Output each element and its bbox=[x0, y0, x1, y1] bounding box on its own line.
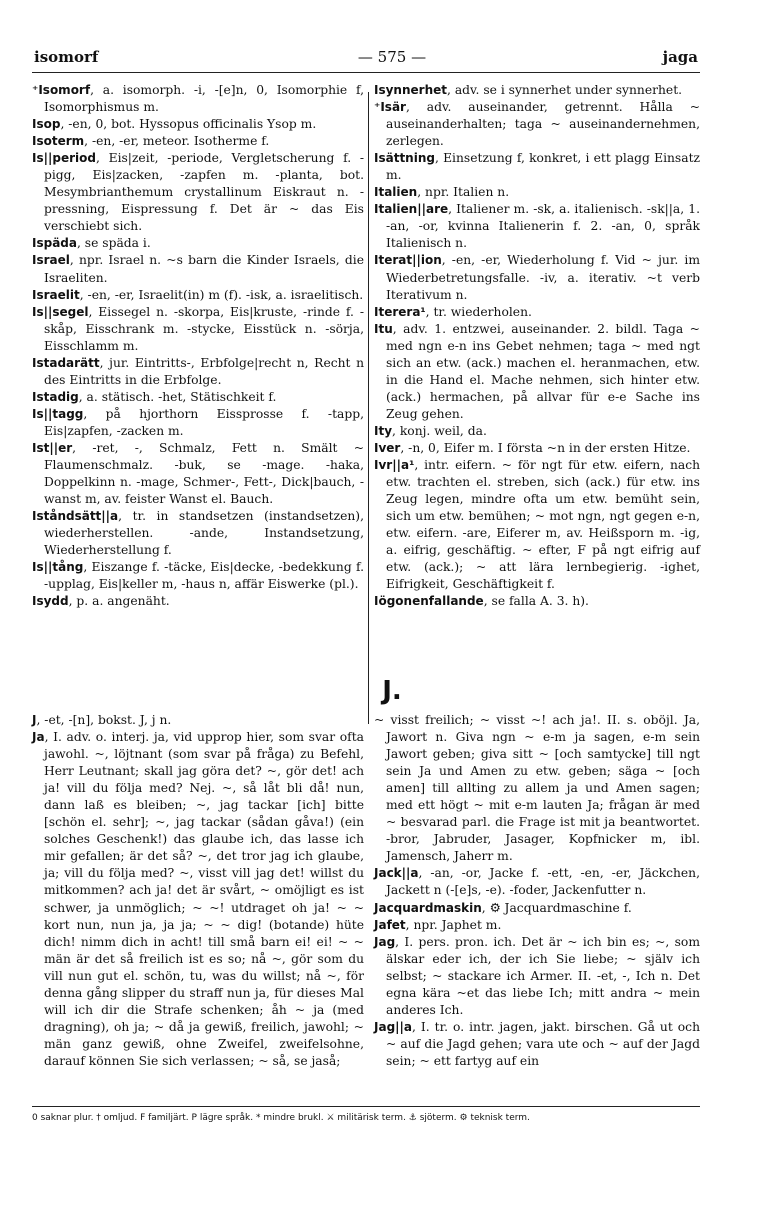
dictionary-entry: Is||tagg, på hjorthorn Eissprosse f. -tapp, Eis|zapfen, -zacken m. bbox=[32, 406, 364, 438]
dictionary-entry: Ist||er, -ret, -, Schmalz, Fett n. Smält ~ Flaumenschmalz. -buk, se -mage. -haka, Doppelkinn n. -mage, Schmer-, Fett-, Dick|bauch, -wanst m, av. feister Wanst el. Bauch. bbox=[32, 440, 364, 507]
dictionary-entry: ~ visst freilich; ~ visst ~! ach ja!. II. s. oböjl. Ja, Jawort n. Giva ngn ~ e-m ja sagen, e-m sein Jawort geben; giva sitt ~ [och samtycke] till ngt sein Ja und Amen zu etw. geben; säga ~ [och amen] till allting zu allem ja und Amen sagen; med ett högt ~ mit e-m lauten Ja; frågan är med ~ besvarad parl. die Frage ist mit ja beantwortet. -bror, Jabruder, Jasager, Kopfnicker m, ibl. Jamensch, Jaherr m. bbox=[374, 713, 700, 864]
dictionary-entry: Israel, npr. Israel n. ~s barn die Kinder Israels, die Israeliten. bbox=[32, 253, 364, 285]
headword: Isättning bbox=[374, 151, 435, 166]
dictionary-entry: Italien||are, Italiener m. -sk, a. italienisch. -sk||a, 1. -an, -or, kvinna Italienerin f. 2. -an, 0, språk Italienisch n. bbox=[374, 202, 700, 251]
section-letter: J. bbox=[382, 676, 402, 706]
headword: Iståndsätt||a bbox=[32, 509, 119, 524]
dictionary-entry: Jag, I. pers. pron. ich. Det är ~ ich bin es; ~, som älskar eder ich, der ich Sie liebe; ~ själv ich selbst; ~ stackare ich Armer. II. -et, -, Ich n. Det egna kära ~et das liebe Ich; mitt andra ~ mein anderes Ich. bbox=[374, 934, 700, 1017]
abbreviation-legend: 0 saknar plur. † omljud. F familjärt. P lägre språk. * mindre brukl. ⚔ militärisk term. ⚓ sjöterm. ⚙ teknisk term. bbox=[32, 1113, 530, 1123]
header-rule bbox=[32, 72, 700, 73]
dictionary-entry: Iver, -n, 0, Eifer m. I första ~n in der ersten Hitze. bbox=[374, 440, 691, 455]
dictionary-entry: ⁺Isär, adv. auseinander, getrennt. Hålla ~ auseinanderhalten; taga ~ auseinandernehmen, zerlegen. bbox=[374, 100, 700, 149]
headword: Is||tång bbox=[32, 560, 84, 575]
headword: Ja bbox=[32, 730, 45, 745]
dictionary-entry: Jack||a, -an, -or, Jacke f. -ett, -en, -er, Jäckchen, Jackett n (-[e]s, -e). -foder, Jackenfutter n. bbox=[374, 866, 700, 898]
dictionary-entry: Is||period, Eis|zeit, -periode, Vergletscherung f. -pigg, Eis|zacken, -zapfen m. -planta, bot. Mesymbrianthemum crystallinum Eiskraut n. -pressning, Eispressung f. Det är ~ das Eis verschiebt sich. bbox=[32, 151, 364, 234]
dictionary-entry: Iterera¹, tr. wiederholen. bbox=[374, 304, 532, 319]
dictionary-entry: Is||tång, Eiszange f. -täcke, Eis|decke, -bedekkung f. -upplag, Eis|keller m, -haus n, affär Eiswerke (pl.). bbox=[32, 560, 364, 592]
page-number: — 575 — bbox=[357, 48, 427, 66]
headword: Jag||a bbox=[374, 1019, 413, 1034]
dictionary-entry: Iögonenfallande, se falla A. 3. h). bbox=[374, 594, 589, 609]
dictionary-entry: Itu, adv. 1. entzwei, auseinander. 2. bildl. Taga ~ med ngn e-n ins Gebet nehmen; taga ~ med ngt sich an etw. (ack.) machen el. heranmachen, etw. in die Hand el. Mache nehmen, sich hinter etw. (ack.) hermachen, på allvar für e-e Sache ins Zeug gehen. bbox=[374, 321, 700, 421]
dictionary-entry: Isynnerhet, adv. se i synnerhet under synnerhet. bbox=[374, 83, 683, 97]
headword: Ispäda bbox=[32, 236, 77, 251]
headword: Iterat||ion bbox=[374, 253, 442, 268]
headword: Istadig bbox=[32, 389, 79, 404]
left-column-bottom bbox=[32, 712, 364, 1070]
headword: Jafet bbox=[374, 917, 406, 932]
headword: ⁺Isär bbox=[374, 100, 406, 115]
headword: Italien bbox=[374, 185, 418, 200]
headword: Israel bbox=[32, 253, 70, 268]
dictionary-entry: Isop, -en, 0, bot. Hyssopus officinalis Ysop m. bbox=[32, 117, 317, 132]
dictionary-entry: Iståndsätt||a, tr. in standsetzen (instandsetzen), wiederherstellen. -ande, Instandsetzung, Wiederherstellung f. bbox=[32, 509, 364, 558]
dictionary-entry: Jag||a, I. tr. o. intr. jagen, jakt. birschen. Gå ut och ~ auf die Jagd gehen; vara ute och ~ auf der Jagd sein; ~ ett fartyg auf ein bbox=[374, 1019, 700, 1068]
headword: Isop bbox=[32, 117, 61, 132]
dictionary-entry: Jacquardmaskin, ⚙ Jacquardmaschine f. bbox=[374, 900, 632, 915]
headword: Isoterm bbox=[32, 134, 85, 149]
dictionary-entry: Ispäda, se späda i. bbox=[32, 236, 151, 251]
dictionary-entry: Ivr||a¹, intr. eifern. ~ för ngt für etw. eifern, nach etw. trachten el. streben, sich (ack.) für etw. ins Zeug legen, mindre ofta um etw. bemüht sein, sich um etw. bemühen; ~ mot ngn, ngt gegen e-n, etw. eifern. -are, Eiferer m, av. Heißsporn m. -ig, a. eifrig, geschäftig. ~ efter, F på ngt eifrig auf etw. (ack.); ~ att lära lernbegierig. -ighet, Eifrigkeit, Geschäftigkeit f. bbox=[374, 458, 700, 592]
dictionary-entry: Isoterm, -en, -er, meteor. Isotherme f. bbox=[32, 134, 270, 149]
headword: Jacquardmaskin bbox=[374, 900, 482, 915]
dictionary-entry: Isydd, p. a. angenäht. bbox=[32, 594, 170, 609]
headword: Istadarätt bbox=[32, 355, 100, 370]
headword: J bbox=[32, 713, 37, 727]
dictionary-entry: Ity, konj. weil, da. bbox=[374, 423, 487, 438]
headword: Iögonenfallande bbox=[374, 594, 484, 609]
headword: Isynnerhet bbox=[374, 83, 447, 97]
dictionary-entry: Ja, I. adv. o. interj. ja, vid upprop hier, som svar ofta jawohl. ~, löjtnant (som svar på fråga) zu Befehl, Herr Leutnant; skall jag göra det? ~, gör det! ach ja! vill du följa med? Nej. ~, så låt bli då! nun, dann laß es bleiben; ~, jag tackar [ich] bitte [schön el. sehr]; ~, jag tackar (sådan gåva!) (ein solches Geschenk!) das glaube ich, das lasse ich mir gefallen; är det så? ~, det tror jag ich glaube, ja; vill du följa med? ~, visst vill jag det! willst du mitkommen? ach ja! det är svårt, ~ omöjligt es ist schwer, ja unmöglich; ~ ~! utdraget oh ja! ~ ~ kort nun, nun ja, ja ja; ~ ~ dig! (botande) hüte dich! nimm dich in acht! till små barn ei! ei! ~ ~ män är det så freilich ist es so; nå ~, gör som du vill nun gut el. schön, tu, was du willst; nå ~, för denna gång slipper du straff nun ja, für dieses Mal will ich dir die Strafe schenken; åh ~ ja (med dragning), oh ja; ~ då ja gewiß, freilich, jawohl; ~ män ganz gewiß, ohne Zweifel, zweifelsohne, darauf können Sie sich verlassen; ~ så, se jaså; bbox=[32, 730, 364, 1068]
header-left-guideword: isomorf bbox=[34, 48, 99, 66]
headword: Jack||a bbox=[374, 866, 419, 881]
dictionary-entry: Israelit, -en, -er, Israelit(in) m (f). -isk, a. israelitisch. bbox=[32, 287, 364, 302]
dictionary-entry: Is||segel, Eissegel n. -skorpa, Eis|kruste, -rinde f. -skåp, Eisschrank m. -stycke, Eisstück n. -sörja, Eisschlamm m. bbox=[32, 304, 364, 353]
dictionary-entry: J, -et, -[n], bokst. J, j n. bbox=[32, 713, 172, 727]
headword: Is||period bbox=[32, 151, 96, 166]
headword: Is||segel bbox=[32, 304, 89, 319]
dictionary-entry: Isättning, Einsetzung f, konkret, i ett plagg Einsatz m. bbox=[374, 151, 700, 183]
headword: Italien||are bbox=[374, 202, 449, 217]
dictionary-entry: ⁺Isomorf, a. isomorph. -i, -[e]n, 0, Isomorphie f, Isomorphismus m. bbox=[32, 83, 364, 115]
dictionary-entry: Iterat||ion, -en, -er, Wiederholung f. Vid ~ jur. im Wiederbetretungsfalle. -iv, a. iterativ. ~t verb Iterativum n. bbox=[374, 253, 700, 302]
headword: Is||tagg bbox=[32, 406, 84, 421]
right-column-bottom bbox=[374, 712, 700, 1070]
headword: Ity bbox=[374, 423, 393, 438]
right-column-top bbox=[374, 82, 700, 610]
headword: ⁺Isomorf bbox=[32, 83, 91, 97]
dictionary-entry: Italien, npr. Italien n. bbox=[374, 185, 510, 200]
headword: Isydd bbox=[32, 594, 69, 609]
headword: Iterera¹ bbox=[374, 304, 426, 319]
dictionary-entry: Istadarätt, jur. Eintritts-, Erbfolge|recht n, Recht n des Eintritts in die Erbfolge. bbox=[32, 355, 364, 387]
header-right-guideword: jaga bbox=[662, 48, 698, 66]
headword: Ivr||a¹ bbox=[374, 458, 415, 473]
footer-rule bbox=[32, 1106, 700, 1107]
column-divider bbox=[368, 92, 369, 724]
headword: Ist||er bbox=[32, 440, 73, 455]
left-column-top bbox=[32, 82, 364, 610]
headword: Jag bbox=[374, 934, 396, 949]
headword: Itu bbox=[374, 321, 393, 336]
dictionary-entry: Jafet, npr. Japhet m. bbox=[374, 917, 502, 932]
headword: Israelit bbox=[32, 287, 80, 302]
headword: Iver bbox=[374, 440, 401, 455]
dictionary-entry: Istadig, a. stätisch. -het, Stätischkeit f. bbox=[32, 389, 277, 404]
